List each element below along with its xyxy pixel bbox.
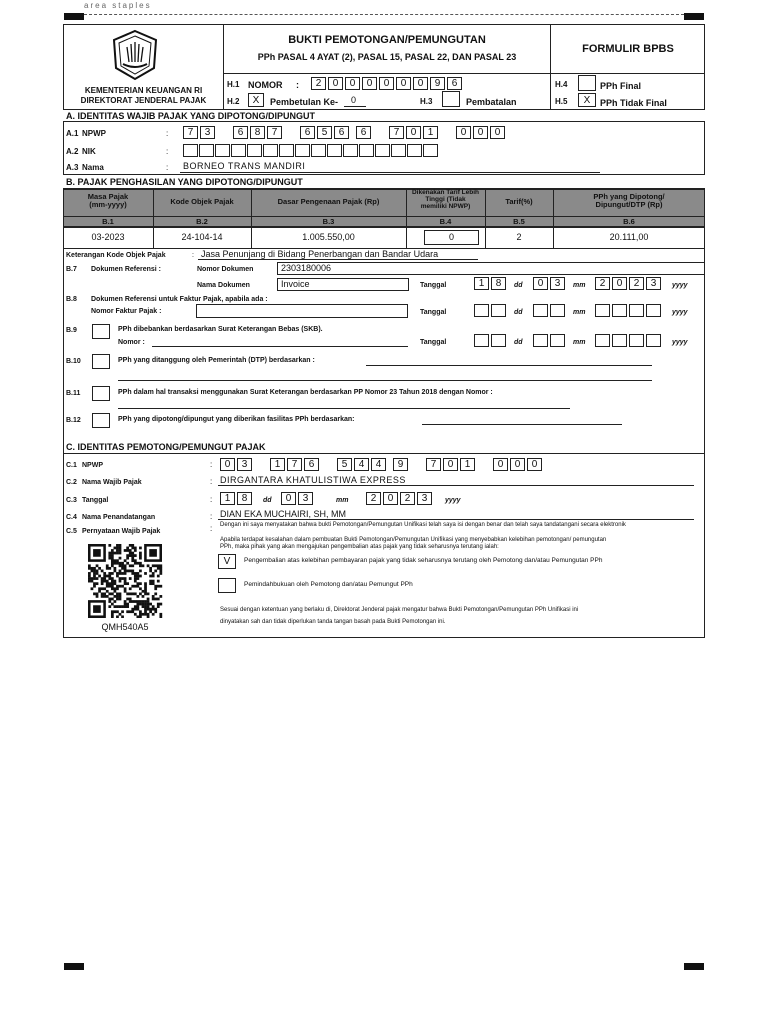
char-box: 2 xyxy=(366,492,381,505)
yyyy-label: yyyy xyxy=(445,497,461,504)
h5-code: H.5 xyxy=(555,97,568,106)
column-code: B.5 xyxy=(513,217,525,226)
dd-label: dd xyxy=(514,309,523,316)
nik-boxes[interactable] xyxy=(183,144,438,157)
char-box xyxy=(612,304,627,317)
c1-code: C.1 xyxy=(66,462,77,469)
npwp-digit-box: 1 xyxy=(460,458,475,471)
registration-mark xyxy=(684,13,704,20)
char-box xyxy=(359,144,374,157)
npwp-digit-box: 0 xyxy=(510,458,525,471)
section-c-title: C. IDENTITAS PEMOTONG/PEMUNGUT PAJAK xyxy=(66,442,266,452)
char-box xyxy=(533,304,548,317)
char-box: 8 xyxy=(491,277,506,290)
nama-dokumen-value: Invoice xyxy=(281,279,310,289)
tanggal-label: Tanggal xyxy=(420,309,447,316)
char-box xyxy=(327,144,342,157)
c3-mm-boxes xyxy=(281,492,313,505)
dokref-label: Dokumen Referensi : xyxy=(91,266,162,273)
npwp-digit-box: 7 xyxy=(426,458,441,471)
char-box xyxy=(595,304,610,317)
char-box xyxy=(343,144,358,157)
agency-line2: DIREKTORAT JENDERAL PAJAK xyxy=(80,96,207,105)
npwp-digit-box: 6 xyxy=(304,458,319,471)
pembetulan-label: Pembetulan Ke- xyxy=(270,97,339,107)
cell-b4: 0 xyxy=(448,232,454,242)
column-code: B.4 xyxy=(439,217,452,226)
char-box: 0 xyxy=(379,77,394,90)
char-box: 9 xyxy=(430,77,445,90)
char-box: 0 xyxy=(345,77,360,90)
a3-code: A.3 xyxy=(66,163,79,172)
char-box xyxy=(491,334,506,347)
penandatangan: DIAN EKA MUCHAIRI, SH, MM xyxy=(220,509,347,519)
char-box xyxy=(629,334,644,347)
pembatalan-label: Pembatalan xyxy=(466,97,517,107)
b8-dd-boxes[interactable] xyxy=(474,304,506,317)
char-box: 0 xyxy=(396,77,411,90)
a1-code: A.1 xyxy=(66,129,79,138)
char-box xyxy=(279,144,294,157)
npwp-digit-box: 6 xyxy=(300,126,315,139)
npwp-digit-box: 5 xyxy=(337,458,352,471)
nomor-dokumen-value: 2303180006 xyxy=(281,263,332,273)
qr-code-label: QMH540A5 xyxy=(101,622,149,632)
npwp-digit-box: 0 xyxy=(527,458,542,471)
nomor-faktur-field[interactable] xyxy=(196,304,408,318)
column-header: Dikenakan Tarif Lebih Tinggi (Tidak memiliki NPWP) xyxy=(411,189,480,211)
form-subtitle: PPh PASAL 4 AYAT (2), PASAL 15, PASAL 22, DAN PASAL 23 xyxy=(257,52,517,62)
npwp-digit-box: 0 xyxy=(456,126,471,139)
nomor-boxes xyxy=(311,77,462,90)
dd-label: dd xyxy=(514,339,523,346)
column-header: Dasar Pengenaan Pajak (Rp) xyxy=(277,197,380,206)
npwp-digit-box: 0 xyxy=(493,458,508,471)
form-title: BUKTI PEMOTONGAN/PEMUNGUTAN xyxy=(288,34,486,46)
registration-mark xyxy=(684,963,704,970)
h2-checkbox[interactable]: X xyxy=(248,93,264,107)
sesuai-text: Sesuai dengan ketentuan yang berlaku di, Direktorat Jenderal pajak mengatur bahwa Bukti Pemotongan/Pemungutan PPh Unifikasi ini xyxy=(220,607,579,613)
cell-pph: 20.111,00 xyxy=(609,232,649,242)
char-box xyxy=(474,334,489,347)
char-box xyxy=(215,144,230,157)
c3-label: Tanggal xyxy=(82,497,109,504)
char-box: 2 xyxy=(595,277,610,290)
sesuai-text-2: dinyatakan sah dan tidak diperlukan tanda tangan basah pada Bukti Pemotongan ini. xyxy=(220,619,446,625)
column-code: B.6 xyxy=(623,217,635,226)
char-box: 3 xyxy=(298,492,313,505)
c2-code: C.2 xyxy=(66,479,77,486)
c5-label: Pernyataan Wajib Pajak xyxy=(82,528,161,535)
cell-kode: 24-104-14 xyxy=(181,232,223,242)
mm-label: mm xyxy=(573,339,586,346)
mm-label: mm xyxy=(573,282,586,289)
nomor-dokumen-label: Nomor Dokumen xyxy=(197,266,254,273)
char-box xyxy=(550,334,565,347)
char-box xyxy=(231,144,246,157)
npwp-digit-box: 0 xyxy=(443,458,458,471)
b7-mm-boxes xyxy=(533,277,565,290)
char-box: 0 xyxy=(328,77,343,90)
npwp-digit-box: 1 xyxy=(270,458,285,471)
char-box xyxy=(533,334,548,347)
c4-code: C.4 xyxy=(66,514,77,521)
npwp-digit-box: 7 xyxy=(267,126,282,139)
char-box: 3 xyxy=(550,277,565,290)
h4-code: H.4 xyxy=(555,80,568,89)
dd-label: dd xyxy=(263,497,272,504)
opt2-text: Pemindahbukuan oleh Pemotong dan/atau Pemungut PPh xyxy=(244,581,413,588)
npwp-digit-box: 7 xyxy=(183,126,198,139)
b9-dd-boxes[interactable] xyxy=(474,334,506,347)
h4-checkbox[interactable] xyxy=(578,75,596,91)
char-box xyxy=(295,144,310,157)
c2-label: Nama Wajib Pajak xyxy=(82,479,142,486)
char-box xyxy=(247,144,262,157)
b9-mm-boxes[interactable] xyxy=(533,334,565,347)
b8-code: B.8 xyxy=(66,296,77,303)
column-header: Kode Objek Pajak xyxy=(170,197,234,206)
char-box: 6 xyxy=(447,77,462,90)
b7-yyyy-boxes xyxy=(595,277,661,290)
ministry-logo-icon xyxy=(110,28,160,82)
column-code: B.2 xyxy=(196,217,208,226)
mm-label: mm xyxy=(573,309,586,316)
column-code: B.1 xyxy=(102,217,114,226)
npwp-digit-box: 0 xyxy=(406,126,421,139)
npwp-digit-box: 0 xyxy=(220,458,235,471)
b9-code: B.9 xyxy=(66,327,77,334)
char-box xyxy=(474,304,489,317)
npwp-digit-box: 0 xyxy=(473,126,488,139)
registration-mark xyxy=(64,963,84,970)
char-box: 0 xyxy=(612,277,627,290)
npwp-digit-box: 5 xyxy=(317,126,332,139)
h3-checkbox[interactable] xyxy=(442,91,460,107)
char-box xyxy=(646,304,661,317)
cell-dpp: 1.005.550,00 xyxy=(302,232,355,242)
char-box: 2 xyxy=(400,492,415,505)
char-box: 1 xyxy=(474,277,489,290)
c3-yyyy-boxes xyxy=(366,492,432,505)
b10-checkbox[interactable] xyxy=(92,354,110,369)
npwp-digit-box: 4 xyxy=(354,458,369,471)
h2-code: H.2 xyxy=(227,97,240,106)
npwp-digit-box: 6 xyxy=(334,126,349,139)
a1-label: NPWP xyxy=(82,129,106,138)
b11-text: PPh dalam hal transaksi menggunakan Surat Keterangan berdasarkan PP Nomor 23 Tahun 2018 dengan Nomor : xyxy=(118,389,493,396)
tanggal-label: Tanggal xyxy=(420,339,447,346)
char-box: 0 xyxy=(383,492,398,505)
b8-text: Dokumen Referensi untuk Faktur Pajak, apabila ada : xyxy=(91,296,268,303)
char-box xyxy=(263,144,278,157)
b7-dd-boxes xyxy=(474,277,506,290)
char-box: 0 xyxy=(533,277,548,290)
h5-checkbox[interactable]: X xyxy=(578,93,596,107)
cell-masa: 03-2023 xyxy=(91,232,125,242)
b11-code: B.11 xyxy=(66,390,81,397)
npwp-digit-box: 3 xyxy=(237,458,252,471)
b12-code: B.12 xyxy=(66,417,81,424)
char-box: 3 xyxy=(646,277,661,290)
b9-text: PPh dibebankan berdasarkan Surat Keterangan Bebas (SKB). xyxy=(118,326,323,333)
pernyataan-1: Dengan ini saya menyatakan bahwa bukti Pemotongan/Pemungutan Unifikasi telah saya isi dengan benar dan telah saya tandatangani secara elektronik xyxy=(220,522,626,528)
char-box: 0 xyxy=(413,77,428,90)
b10-text: PPh yang ditanggung oleh Pemerintah (DTP) berdasarkan : xyxy=(118,357,315,364)
section-a-title: A. IDENTITAS WAJIB PAJAK YANG DIPOTONG/DIPUNGUT xyxy=(66,111,316,121)
b9-nomor-label: Nomor : xyxy=(118,339,145,346)
char-box xyxy=(311,144,326,157)
column-code: B.3 xyxy=(322,217,335,226)
npwp-digit-box: 1 xyxy=(423,126,438,139)
char-box: 3 xyxy=(417,492,432,505)
c3-dd-boxes xyxy=(220,492,252,505)
npwp-digit-box: 7 xyxy=(287,458,302,471)
opt1-text: Pengembalian atas kelebihan pembayaran pajak yang tidak seharusnya terutang oleh Pemotong dan/atau Pemungutan PPh xyxy=(244,557,603,564)
column-header: Tarif(%) xyxy=(505,197,533,206)
npwp-digit-box: 6 xyxy=(233,126,248,139)
opt2-checkbox[interactable] xyxy=(218,578,236,593)
char-box: 1 xyxy=(220,492,235,505)
a3-label: Nama xyxy=(82,163,104,172)
char-box xyxy=(491,304,506,317)
dd-label: dd xyxy=(514,282,523,289)
c4-label: Nama Penandatangan xyxy=(82,514,156,521)
nomor-label: NOMOR xyxy=(248,80,283,90)
char-box: 2 xyxy=(629,277,644,290)
npwp-digit-box: 0 xyxy=(490,126,505,139)
pembetulan-value: 0 xyxy=(351,95,357,105)
char-box xyxy=(375,144,390,157)
b12-text: PPh yang dipotong/dipungut yang diberikan fasilitas PPh berdasarkan: xyxy=(118,416,355,423)
yyyy-label: yyyy xyxy=(672,282,688,289)
mm-label: mm xyxy=(336,497,349,504)
pph-tidak-final-label: PPh Tidak Final xyxy=(600,98,667,108)
nama-wp: BORNEO TRANS MANDIRI xyxy=(183,161,306,171)
pernyataan-2: Apabila terdapat kesalahan dalam pembuatan Bukti Pemotongan/Pemungutan Unifikasi yang menyebabkan kelebihan pemotongan/ pemungutan PPh, maka pihak yang akan mengajukan pengembalian atas pajak yang tidak seharusnya terutang ialah: xyxy=(220,537,607,550)
pph-final-label: PPh Final xyxy=(600,81,642,91)
b12-checkbox[interactable] xyxy=(92,413,110,428)
keterangan-label: Keterangan Kode Objek Pajak xyxy=(66,252,166,259)
nomor-faktur-label: Nomor Faktur Pajak : xyxy=(91,308,162,315)
b11-checkbox[interactable] xyxy=(92,386,110,401)
npwp-digit-box: 6 xyxy=(356,126,371,139)
yyyy-label: yyyy xyxy=(672,339,688,346)
column-header: PPh yang Dipotong/ Dipungut/DTP (Rp) xyxy=(593,192,665,210)
keterangan-value: Jasa Penunjang di Bidang Penerbangan dan Bandar Udara xyxy=(201,249,439,259)
char-box: 0 xyxy=(281,492,296,505)
column-header: Masa Pajak (mm-yyyy) xyxy=(87,192,129,210)
qr-code-icon xyxy=(85,544,165,618)
npwp-digit-box: 8 xyxy=(250,126,265,139)
b9-yyyy-boxes[interactable] xyxy=(595,334,661,347)
c3-code: C.3 xyxy=(66,497,77,504)
cut-line xyxy=(84,14,684,15)
h1-code: H.1 xyxy=(227,80,240,89)
char-box xyxy=(612,334,627,347)
char-box: 8 xyxy=(237,492,252,505)
nama-dokumen-label: Nama Dokumen xyxy=(197,282,250,289)
char-box xyxy=(629,304,644,317)
nama-pemotong: DIRGANTARA KHATULISTIWA EXPRESS xyxy=(220,475,406,485)
char-box xyxy=(407,144,422,157)
char-box: 2 xyxy=(311,77,326,90)
formulir-label: FORMULIR BPBS xyxy=(582,43,674,55)
char-box xyxy=(550,304,565,317)
npwp-digit-box: 4 xyxy=(371,458,386,471)
registration-mark xyxy=(64,13,84,20)
char-box xyxy=(391,144,406,157)
b8-mm-boxes[interactable] xyxy=(533,304,565,317)
agency-line1: KEMENTERIAN KEUANGAN RI xyxy=(84,86,203,95)
char-box: 0 xyxy=(362,77,377,90)
npwp-digit-box: 7 xyxy=(389,126,404,139)
b8-yyyy-boxes[interactable] xyxy=(595,304,661,317)
section-b-title: B. PAJAK PENGHASILAN YANG DIPOTONG/DIPUNGUT xyxy=(66,177,303,187)
h3-code: H.3 xyxy=(420,97,433,106)
a2-label: NIK xyxy=(82,147,96,156)
c1-label: NPWP xyxy=(82,462,103,469)
char-box xyxy=(423,144,438,157)
c5-code: C.5 xyxy=(66,528,77,535)
char-box xyxy=(646,334,661,347)
opt1-checkbox[interactable]: V xyxy=(218,554,236,569)
a2-code: A.2 xyxy=(66,147,79,156)
char-box xyxy=(199,144,214,157)
header-strip-text: area staples xyxy=(84,1,152,10)
b9-checkbox[interactable] xyxy=(92,324,110,339)
char-box xyxy=(183,144,198,157)
npwp-digit-box: 3 xyxy=(200,126,215,139)
nomor-dokumen-field[interactable] xyxy=(277,262,705,275)
cell-tarif: 2 xyxy=(516,232,522,242)
tanggal-label: Tanggal xyxy=(420,282,447,289)
char-box xyxy=(595,334,610,347)
colon: : xyxy=(296,80,299,90)
b10-code: B.10 xyxy=(66,358,81,365)
b7-code: B.7 xyxy=(66,266,77,273)
npwp-digit-box: 9 xyxy=(393,458,408,471)
yyyy-label: yyyy xyxy=(672,309,688,316)
